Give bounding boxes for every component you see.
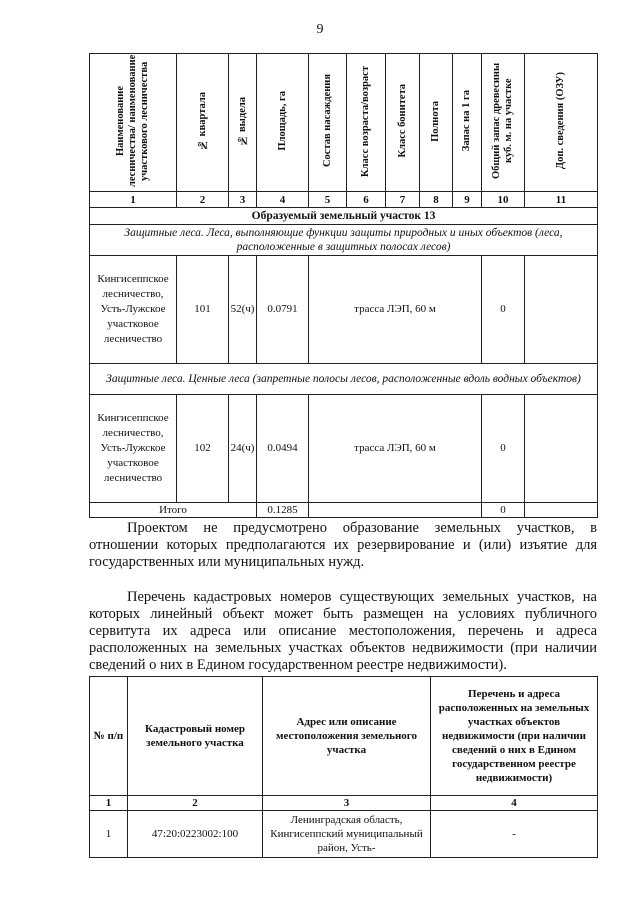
column-number: 7 (386, 192, 420, 208)
header-cadastral-number: Кадастровый номер земельного участка (128, 677, 263, 796)
column-number: 10 (482, 192, 525, 208)
forestry-name: Кингисеппское лесничество, Усть-Лужское участковое лесничество (90, 395, 177, 503)
header-vydel: № выдела (229, 54, 257, 192)
header-bonitet: Класс бонитета (386, 54, 420, 192)
composition-value: трасса ЛЭП, 60 м (309, 256, 482, 364)
quarter-number: 101 (177, 256, 229, 364)
total-row (90, 503, 598, 518)
cadastral-number: 47:20:0223002:100 (128, 811, 263, 858)
group-row (90, 225, 598, 256)
page-number: 9 (316, 22, 324, 37)
total-label: Итого (90, 503, 257, 518)
column-number: 2 (128, 796, 263, 811)
quarter-number: 102 (177, 395, 229, 503)
header-objects: Перечень и адреса расположенных на земельных участках объектов недвижимости (при наличии сведений о них в Едином государственном реестре недвижимости) (431, 677, 598, 796)
column-number: 1 (90, 192, 177, 208)
paragraph-cadastral-list: Перечень кадастровых номеров существующих земельных участков, на которых линейный объект может быть размещен на условиях публичного сервитута их адреса или описание местоположения, перечень и адреса расположенных на земельных участках объектов недвижимости (при наличии сведений о них в Едином государственном реестре недвижимости). (89, 589, 597, 673)
paragraph-no-reservation: Проектом не предусмотрено образование земельных участков, в отношении которых предполагаются их резервирование и (или) изъятие для государственных или муниципальных нужд. (89, 520, 597, 570)
column-number: 3 (229, 192, 257, 208)
table-row (90, 395, 598, 503)
table-row (90, 256, 598, 364)
forestry-name: Кингисеппское лесничество, Усть-Лужское участковое лесничество (90, 256, 177, 364)
row-number: 1 (90, 811, 128, 858)
header-total-stock: Общий запас древесины куб. м. на участке (482, 54, 525, 192)
header-number: № п/п (90, 677, 128, 796)
column-number: 1 (90, 796, 128, 811)
table-header-row (90, 54, 598, 192)
column-number: 11 (525, 192, 598, 208)
header-area: Площадь, га (257, 54, 309, 192)
total-stock-value: 0 (482, 395, 525, 503)
column-number: 2 (177, 192, 229, 208)
group-title-valuable: Защитные леса. Ценные леса (запретные полосы лесов, расположенные вдоль водных объектов) (90, 364, 598, 395)
total-additional (525, 503, 598, 518)
header-forestry: Наименование лесничества/ наименование участкового лесничества (90, 54, 177, 192)
header-age-class: Класс возраста/возраст (347, 54, 386, 192)
real-estate-objects: - (431, 811, 598, 858)
area-value: 0.0791 (257, 256, 309, 364)
total-area: 0.1285 (257, 503, 309, 518)
area-value: 0.0494 (257, 395, 309, 503)
additional-value (525, 395, 598, 503)
vydel-number: 24(ч) (229, 395, 257, 503)
header-density: Полнота (420, 54, 453, 192)
table-header-row (90, 677, 598, 796)
table-row (90, 811, 598, 858)
column-number: 6 (347, 192, 386, 208)
group-row (90, 364, 598, 395)
total-stock-value: 0 (482, 256, 525, 364)
vydel-number: 52(ч) (229, 256, 257, 364)
section-row (90, 208, 598, 225)
total-stock: 0 (482, 503, 525, 518)
column-number: 4 (257, 192, 309, 208)
header-address: Адрес или описание местоположения земельного участка (263, 677, 431, 796)
column-number-row (90, 192, 598, 208)
additional-value (525, 256, 598, 364)
plot-address: Ленинградская область, Кингисеппский муниципальный район, Усть- (263, 811, 431, 858)
header-stock-per-ha: Запас на 1 га (453, 54, 482, 192)
group-title-protective: Защитные леса. Леса, выполняющие функции защиты природных и иных объектов (леса, расположенные в защитных полосах лесов) (90, 225, 598, 256)
section-title: Образуемый земельный участок 13 (90, 208, 598, 225)
column-number: 4 (431, 796, 598, 811)
column-number: 9 (453, 192, 482, 208)
column-number: 3 (263, 796, 431, 811)
column-number: 8 (420, 192, 453, 208)
cadastral-table (89, 676, 598, 858)
forest-plots-table (89, 53, 598, 518)
composition-value: трасса ЛЭП, 60 м (309, 395, 482, 503)
column-number-row (90, 796, 598, 811)
header-quarter: № квартала (177, 54, 229, 192)
header-additional: Доп. сведения (ОЗУ) (525, 54, 598, 192)
total-empty (309, 503, 482, 518)
header-composition: Состав насаждения (309, 54, 347, 192)
column-number: 5 (309, 192, 347, 208)
